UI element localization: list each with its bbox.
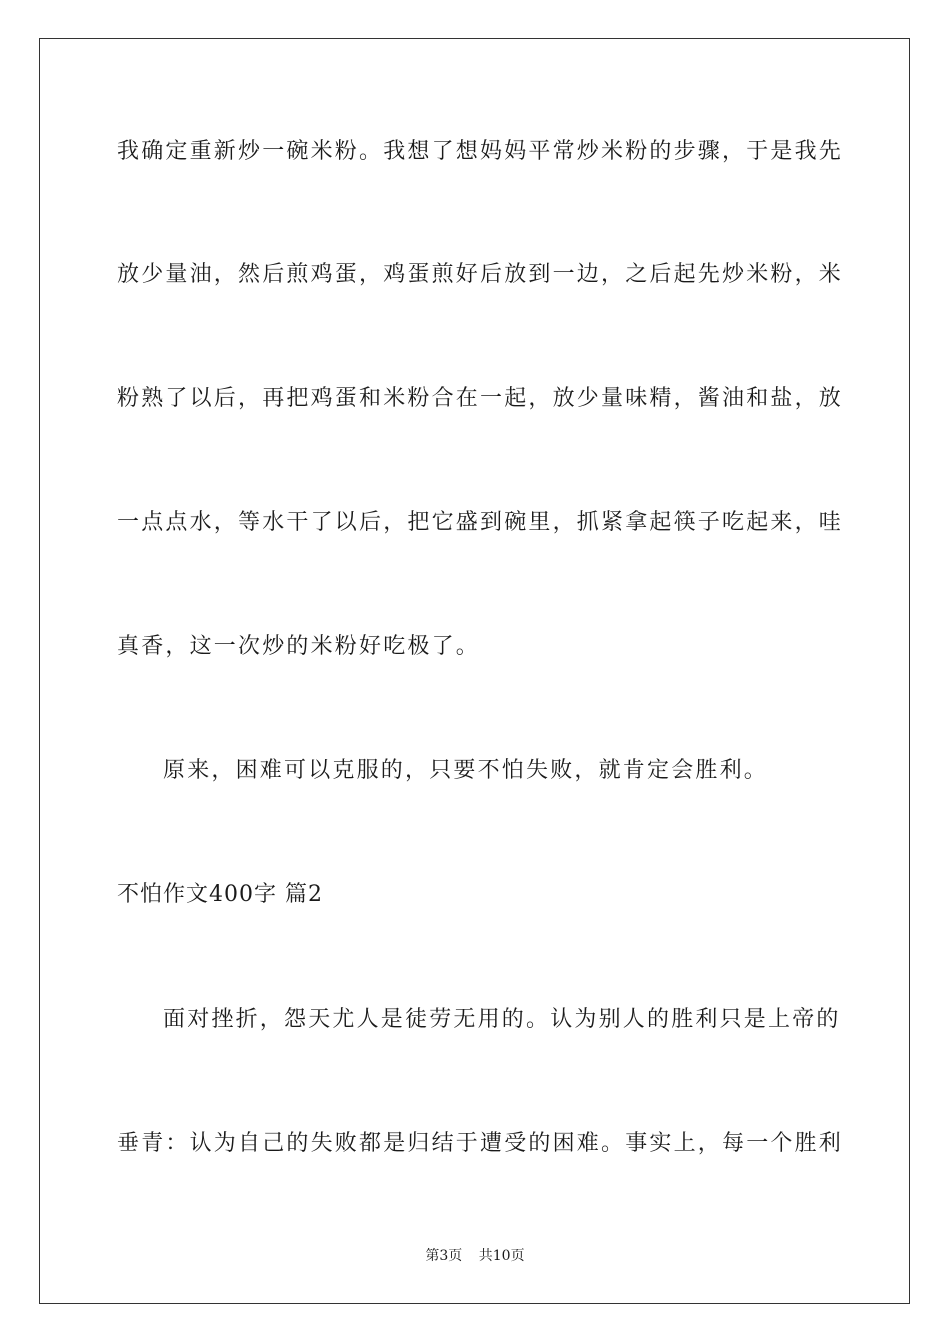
page-border: [39, 38, 910, 1304]
text-line-2: 放少量油，然后煎鸡蛋，鸡蛋煎好后放到一边，之后起先炒米粉，米: [117, 262, 844, 287]
text-line-9: 垂青：认为自己的失败都是归结于遭受的困难。事实上，每一个胜利: [117, 1131, 844, 1156]
page-number: 第3页: [425, 1248, 463, 1264]
text-line-3: 粉熟了以后，再把鸡蛋和米粉合在一起，放少量味精，酱油和盐，放: [117, 386, 844, 411]
text-line-4: 一点点水，等水干了以后，把它盛到碗里，抓紧拿起筷子吃起来，哇: [117, 510, 844, 535]
text-line-1: 我确定重新炒一碗米粉。我想了想妈妈平常炒米粉的步骤，于是我先: [117, 139, 844, 164]
text-line-5: 真香，这一次炒的米粉好吃极了。: [117, 634, 481, 659]
text-line-8: 面对挫折，怨天尤人是徒劳无用的。认为别人的胜利只是上帝的: [163, 1007, 841, 1032]
section-heading: 不怕作文400字 篇2: [117, 882, 323, 907]
paragraph-conclusion: 原来，困难可以克服的，只要不怕失败，就肯定会胜利。: [163, 758, 769, 783]
page-footer: [0, 1246, 950, 1266]
page-total: 共10页: [478, 1248, 525, 1264]
